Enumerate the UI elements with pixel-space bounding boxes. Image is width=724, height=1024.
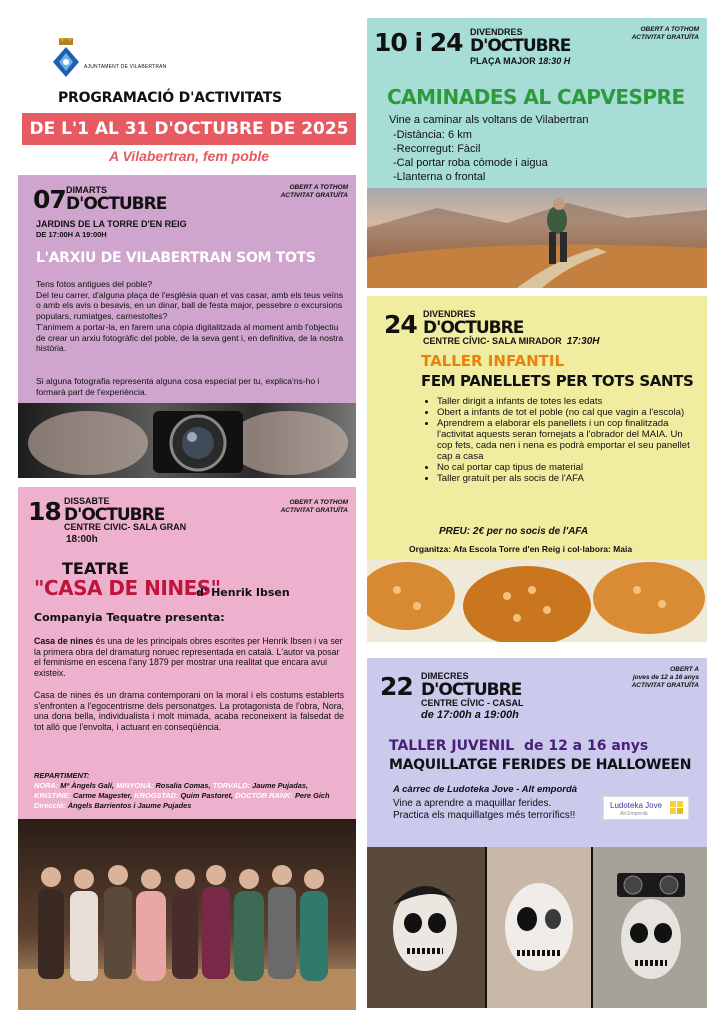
event-weekday: DIVENDRES bbox=[470, 27, 523, 37]
event-details bbox=[393, 128, 548, 184]
access-notice: OBERT A joves de 12 a 16 anys ACTIVITAT GRATUÏTA bbox=[631, 666, 699, 689]
cast-name: Rosalia Comas, bbox=[155, 781, 211, 790]
cast-role: Direcció: bbox=[34, 801, 66, 810]
event-description: Vine a aprendre a maquillar ferides. Practica els maquillatges més terrorífics!! bbox=[393, 798, 576, 821]
event-kicker: TALLER JUVENIL bbox=[389, 738, 515, 754]
event-title: FEM PANELLETS PER TOTS SANTS bbox=[421, 372, 694, 390]
cast-name: Quim Pastoret, bbox=[180, 791, 234, 800]
event-host: A càrrec de Ludoteka Jove - Alt empordà bbox=[393, 784, 578, 795]
detail-item: • Taller dirigit a infants de totes les edats bbox=[437, 396, 699, 407]
event-price: PREU: 2€ per no socis de l'AFA bbox=[439, 526, 589, 537]
cast-name: Jaume Pujadas, bbox=[252, 781, 309, 790]
event-author: d' Henrik Ibsen bbox=[196, 586, 290, 599]
cast-illustration bbox=[18, 819, 356, 1010]
event-note: Si alguna fotografia representa alguna cosa especial per tu, explica'ns-ho i formarà part de l'experiència. bbox=[36, 376, 320, 397]
event-month: D'OCTUBRE bbox=[470, 36, 571, 56]
event-time: DE 17:00H A 19:00H bbox=[36, 230, 107, 239]
event-time: de 17:00h a 19:00h bbox=[421, 709, 519, 721]
skull-makeup-illustration bbox=[367, 847, 707, 1008]
event-card-arxiu bbox=[18, 175, 356, 478]
event-day: 10 i 24 bbox=[374, 28, 463, 57]
event-card-teatre bbox=[18, 487, 356, 1010]
event-month: D'OCTUBRE bbox=[423, 318, 524, 338]
event-title: "CASA DE NINES" bbox=[34, 576, 221, 600]
event-intro: Vine a caminar als voltans de Vilabertran bbox=[389, 114, 589, 126]
cast-name: Carme Magester, bbox=[73, 791, 133, 800]
event-organizer: Organitza: Afa Escola Torre d'en Reig i col·labora: Maia bbox=[409, 544, 633, 554]
event-venue: JARDINS DE LA TORRE D'EN REIG bbox=[36, 219, 187, 229]
detail-item: • Obert a infants de tot el poble (no cal que vagin a l'escola) bbox=[437, 407, 699, 418]
event-day: 24 bbox=[384, 310, 417, 339]
event-venue-time bbox=[423, 336, 600, 347]
cast-role: TORVALD: bbox=[212, 781, 251, 790]
detail-item: -Distància: 6 km bbox=[393, 129, 472, 141]
hiker-illustration bbox=[367, 188, 707, 288]
theatre-cast-photo bbox=[18, 819, 356, 1010]
camera-illustration bbox=[18, 403, 356, 478]
ludoteka-logo bbox=[603, 796, 689, 820]
event-kicker: TALLER INFANTIL bbox=[421, 352, 565, 370]
detail-item: • Taller gratuït per als socis de l'AFA bbox=[437, 473, 699, 484]
hiker-photo bbox=[367, 188, 707, 288]
camera-photo bbox=[18, 403, 356, 478]
event-title: L'ARXIU DE VILABERTRAN SOM TOTS bbox=[36, 250, 316, 266]
event-weekday: DISSABTE bbox=[64, 496, 110, 506]
play-description bbox=[34, 636, 344, 678]
play-plot: Casa de nines és un drama contemporani on la moral i els costums establerts s'enfronten a l'egocentrisme dels personatges. La protagonista de l'obra, Nora, una dona bella, individualista i molt mimada, acaba reconeixent la falsedat de tot allò que l'envolta, i actuant en conseqüència. bbox=[34, 690, 344, 732]
access-notice: OBERT A TOTHOM ACTIVITAT GRATUÏTA bbox=[631, 26, 699, 41]
event-time: 17:30H bbox=[566, 336, 600, 347]
detail-item: -Recorregut: Fàcil bbox=[393, 143, 481, 155]
cast-role: KRISTINE: bbox=[34, 791, 71, 800]
event-venue: CENTRE CIVIC- SALA GRAN bbox=[64, 522, 187, 532]
panellets-photo bbox=[367, 560, 707, 642]
play-summary: és una de les principals obres escrites per Henrik Ibsen i va ser la primera obra del dramaturg noruec representada en català. L'autor va posar el feminisme en escena l'any 1879 per mostrar una realitat que encara avui existeix. bbox=[34, 636, 343, 678]
logo-subtitle: Alt Empordà bbox=[620, 811, 648, 817]
cast-role: MINYONA: bbox=[116, 781, 154, 790]
event-month: D'OCTUBRE bbox=[66, 194, 167, 214]
detail-item: • No cal portar cap tipus de material bbox=[437, 462, 699, 473]
event-card-panellets bbox=[367, 296, 707, 642]
access-notice: OBERT A TOTHOM ACTIVITAT GRATUÏTA bbox=[280, 499, 348, 514]
event-day: 07 bbox=[33, 185, 66, 214]
event-time: 18:30 H bbox=[538, 56, 571, 66]
detail-item: -Llanterna o frontal bbox=[393, 171, 486, 183]
event-description: Tens fotos antigues del poble? Del teu carrer, d'alguna plaça de l'església quan et vas casar, amb els teus veïns o amb els avis o besavis, en un dinar, ball de festa major, pessebre o excursions populars, rumiatges, carnestoltes? T'animem a portar-la, en farem una còpia digitalitzada al moment amb l'objectiu de crear un arxiu fotogràfic del poble, de la seva gent i, en definitiva, de la nostra història. bbox=[36, 279, 344, 354]
municipality-name: AJUNTAMENT DE VILABERTRAN bbox=[84, 64, 167, 70]
company-name: Companyia Tequatre presenta: bbox=[34, 611, 225, 624]
event-title: MAQUILLATGE FERIDES DE HALLOWEEN bbox=[389, 757, 692, 773]
event-kicker-line bbox=[389, 738, 648, 754]
event-venue: CENTRE CÍVIC- SALA MIRADOR bbox=[423, 336, 562, 346]
event-title: CAMINADES AL CAPVESPRE bbox=[387, 85, 685, 109]
event-weekday: DIMARTS bbox=[66, 185, 107, 195]
event-month: D'OCTUBRE bbox=[421, 680, 522, 700]
event-weekday: DIMECRES bbox=[421, 671, 469, 681]
cast-role: NORA: bbox=[34, 781, 59, 790]
cast-list bbox=[34, 781, 352, 811]
event-age: de 12 a 16 anys bbox=[523, 738, 649, 754]
event-month: D'OCTUBRE bbox=[64, 505, 165, 525]
event-day: 22 bbox=[380, 672, 413, 701]
cast-name: Pere Gich bbox=[294, 791, 330, 800]
date-range-banner: DE L'1 AL 31 D'OCTUBRE DE 2025 bbox=[22, 113, 356, 145]
program-title: PROGRAMACIÓ D'ACTIVITATS bbox=[58, 90, 282, 106]
event-day: 18 bbox=[28, 497, 61, 526]
event-weekday: DIVENDRES bbox=[423, 309, 476, 319]
event-card-caminades bbox=[367, 18, 707, 288]
event-time: 18:00h bbox=[66, 534, 98, 545]
cast-name: Mª Àngels Galí, bbox=[60, 781, 114, 790]
event-details bbox=[423, 396, 699, 484]
cast-role: KROGSTAD: bbox=[134, 791, 179, 800]
detail-item: • Aprendrem a elaborar els panellets i un cop finalitzada l'activitat aquests seran fornejats a l'obrador del MAIA. Un cop fets, cada nen i nena es podrà emportar el seu panellet cap a casa bbox=[437, 418, 699, 462]
municipal-crest-icon bbox=[52, 38, 80, 78]
event-venue: CENTRE CÍVIC - CASAL bbox=[421, 698, 524, 708]
play-name: Casa de nines bbox=[34, 636, 94, 646]
halloween-makeup-photo bbox=[367, 847, 707, 1008]
event-kicker: TEATRE bbox=[62, 559, 130, 578]
access-notice: OBERT A TOTHOM ACTIVITAT GRATUÏTA bbox=[280, 184, 348, 199]
slogan: A Vilabertran, fem poble bbox=[109, 148, 269, 164]
event-venue: PLAÇA MAJOR bbox=[470, 56, 536, 66]
event-card-halloween bbox=[367, 658, 707, 1008]
logo-name: Ludoteka Jove bbox=[610, 801, 663, 810]
puzzle-icon bbox=[670, 801, 684, 815]
detail-item: -Cal portar roba còmode i aigua bbox=[393, 157, 548, 169]
cast-heading: REPARTIMENT: bbox=[34, 771, 90, 780]
cast-name: Àngels Barrientos i Jaume Pujades bbox=[67, 801, 192, 810]
event-venue-time bbox=[470, 56, 570, 66]
panellets-illustration bbox=[367, 560, 707, 642]
cast-role: DOCTOR RANK: bbox=[235, 791, 293, 800]
